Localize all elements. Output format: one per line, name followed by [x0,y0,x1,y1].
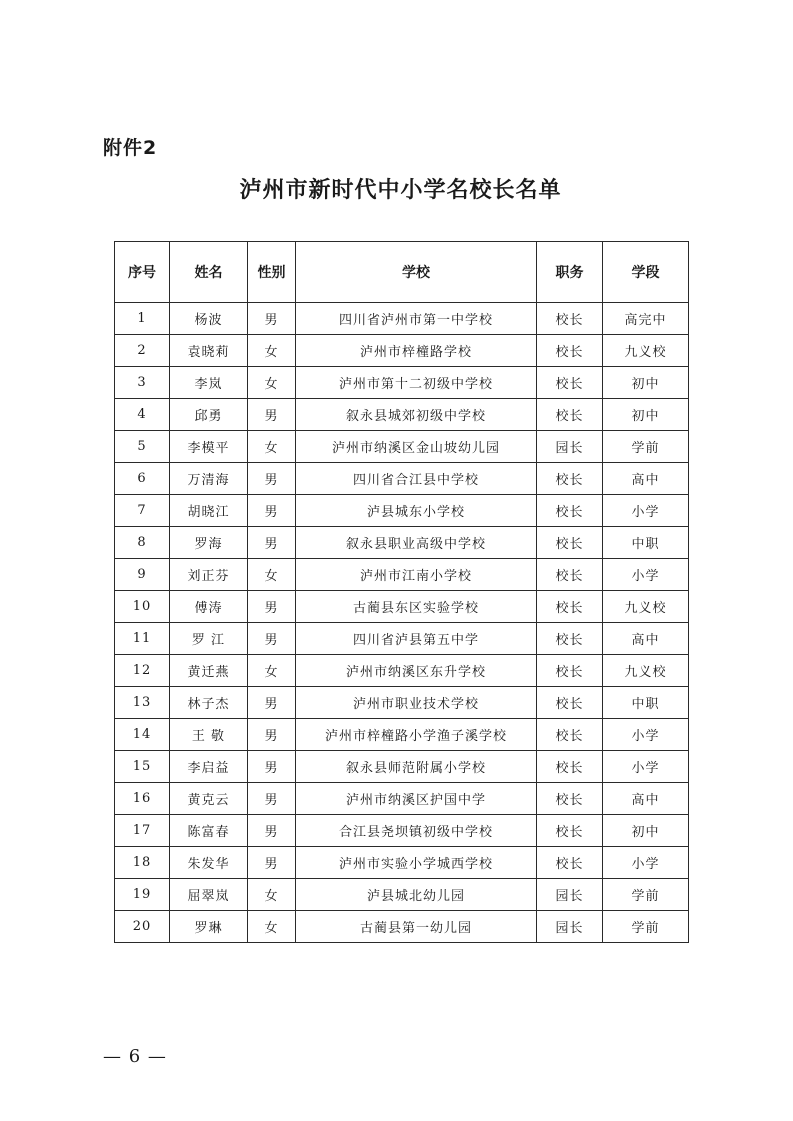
table-row [115,591,689,623]
cell-gender: 男 [248,463,296,495]
cell-school: 叙永县师范附属小学校 [296,751,537,783]
cell-name: 李岚 [170,367,248,399]
cell-position: 校长 [537,527,603,559]
cell-position: 园长 [537,431,603,463]
cell-position: 校长 [537,751,603,783]
cell-index: 14 [115,719,170,751]
table-row [115,751,689,783]
header-school: 学校 [296,242,537,303]
cell-position: 校长 [537,591,603,623]
cell-school: 泸州市职业技术学校 [296,687,537,719]
cell-gender: 男 [248,399,296,431]
cell-index: 4 [115,399,170,431]
cell-school: 合江县尧坝镇初级中学校 [296,815,537,847]
cell-index: 12 [115,655,170,687]
table-row [115,399,689,431]
cell-school: 泸州市纳溪区护国中学 [296,783,537,815]
cell-position: 园长 [537,879,603,911]
cell-position: 校长 [537,847,603,879]
cell-level: 学前 [603,911,689,943]
principal-list-table [114,241,689,943]
cell-gender: 女 [248,335,296,367]
cell-school: 古蔺县第一幼儿园 [296,911,537,943]
cell-name: 黄克云 [170,783,248,815]
cell-name: 万清海 [170,463,248,495]
cell-school: 古蔺县东区实验学校 [296,591,537,623]
cell-position: 校长 [537,687,603,719]
cell-gender: 女 [248,431,296,463]
cell-level: 中职 [603,527,689,559]
cell-gender: 女 [248,367,296,399]
cell-position: 校长 [537,399,603,431]
cell-index: 6 [115,463,170,495]
cell-school: 泸州市梓橦路小学渔子溪学校 [296,719,537,751]
cell-position: 校长 [537,559,603,591]
cell-gender: 男 [248,495,296,527]
cell-index: 2 [115,335,170,367]
cell-position: 校长 [537,367,603,399]
cell-level: 小学 [603,495,689,527]
cell-name: 罗海 [170,527,248,559]
cell-school: 泸州市实验小学城西学校 [296,847,537,879]
table-row [115,559,689,591]
cell-level: 高中 [603,623,689,655]
cell-level: 高中 [603,783,689,815]
cell-gender: 男 [248,719,296,751]
cell-gender: 女 [248,911,296,943]
cell-index: 19 [115,879,170,911]
cell-name: 袁晓莉 [170,335,248,367]
cell-position: 校长 [537,303,603,335]
cell-level: 高完中 [603,303,689,335]
cell-school: 泸州市纳溪区金山坡幼儿园 [296,431,537,463]
cell-name: 朱发华 [170,847,248,879]
cell-level: 学前 [603,431,689,463]
cell-gender: 女 [248,879,296,911]
cell-name: 刘正芬 [170,559,248,591]
cell-index: 13 [115,687,170,719]
table-row [115,783,689,815]
table-header-row [115,242,689,303]
header-gender: 性别 [248,242,296,303]
attachment-label: 附件2 [103,137,158,159]
cell-level: 小学 [603,751,689,783]
cell-name: 陈富春 [170,815,248,847]
cell-gender: 男 [248,687,296,719]
cell-name: 李启益 [170,751,248,783]
cell-name: 李模平 [170,431,248,463]
cell-name: 罗琳 [170,911,248,943]
cell-school: 叙永县城郊初级中学校 [296,399,537,431]
cell-name: 黄迁燕 [170,655,248,687]
cell-gender: 男 [248,783,296,815]
cell-name: 傅涛 [170,591,248,623]
cell-index: 5 [115,431,170,463]
cell-index: 20 [115,911,170,943]
cell-gender: 男 [248,527,296,559]
table-row [115,623,689,655]
cell-school: 四川省合江县中学校 [296,463,537,495]
table-row [115,815,689,847]
cell-school: 泸州市纳溪区东升学校 [296,655,537,687]
cell-position: 校长 [537,335,603,367]
table-row [115,847,689,879]
cell-index: 1 [115,303,170,335]
cell-index: 9 [115,559,170,591]
cell-school: 泸州市江南小学校 [296,559,537,591]
cell-level: 小学 [603,559,689,591]
cell-gender: 女 [248,655,296,687]
cell-level: 高中 [603,463,689,495]
cell-level: 初中 [603,399,689,431]
cell-position: 校长 [537,463,603,495]
cell-school: 泸县城北幼儿园 [296,879,537,911]
cell-name: 王 敬 [170,719,248,751]
cell-level: 初中 [603,815,689,847]
cell-name: 屈翠岚 [170,879,248,911]
table-row [115,463,689,495]
cell-level: 九义校 [603,591,689,623]
cell-level: 初中 [603,367,689,399]
header-index: 序号 [115,242,170,303]
cell-gender: 女 [248,559,296,591]
table-row [115,367,689,399]
cell-position: 园长 [537,911,603,943]
cell-index: 17 [115,815,170,847]
cell-gender: 男 [248,815,296,847]
table-row [115,303,689,335]
cell-level: 九义校 [603,655,689,687]
page-number: — 6 — [103,1046,167,1067]
table-row [115,527,689,559]
cell-school: 四川省泸县第五中学 [296,623,537,655]
cell-index: 16 [115,783,170,815]
cell-school: 泸县城东小学校 [296,495,537,527]
cell-level: 中职 [603,687,689,719]
cell-level: 小学 [603,719,689,751]
cell-index: 15 [115,751,170,783]
cell-gender: 男 [248,623,296,655]
table-row [115,687,689,719]
cell-gender: 男 [248,751,296,783]
table-row [115,879,689,911]
cell-name: 邱勇 [170,399,248,431]
cell-index: 7 [115,495,170,527]
table-row [115,495,689,527]
table-row [115,719,689,751]
cell-school: 泸州市梓橦路学校 [296,335,537,367]
cell-index: 8 [115,527,170,559]
cell-name: 杨波 [170,303,248,335]
cell-level: 九义校 [603,335,689,367]
cell-gender: 男 [248,303,296,335]
table-row [115,431,689,463]
cell-gender: 男 [248,847,296,879]
cell-index: 10 [115,591,170,623]
cell-school: 泸州市第十二初级中学校 [296,367,537,399]
header-name: 姓名 [170,242,248,303]
cell-position: 校长 [537,783,603,815]
cell-position: 校长 [537,623,603,655]
cell-index: 11 [115,623,170,655]
cell-name: 罗 江 [170,623,248,655]
cell-position: 校长 [537,655,603,687]
cell-position: 校长 [537,719,603,751]
cell-gender: 男 [248,591,296,623]
table-row [115,335,689,367]
table-row [115,655,689,687]
table-row [115,911,689,943]
cell-name: 胡晓江 [170,495,248,527]
cell-name: 林子杰 [170,687,248,719]
cell-school: 四川省泸州市第一中学校 [296,303,537,335]
cell-index: 18 [115,847,170,879]
cell-index: 3 [115,367,170,399]
header-level: 学段 [603,242,689,303]
cell-school: 叙永县职业高级中学校 [296,527,537,559]
cell-level: 小学 [603,847,689,879]
document-title: 泸州市新时代中小学名校长名单 [239,177,562,203]
cell-position: 校长 [537,815,603,847]
cell-level: 学前 [603,879,689,911]
cell-position: 校长 [537,495,603,527]
header-position: 职务 [537,242,603,303]
